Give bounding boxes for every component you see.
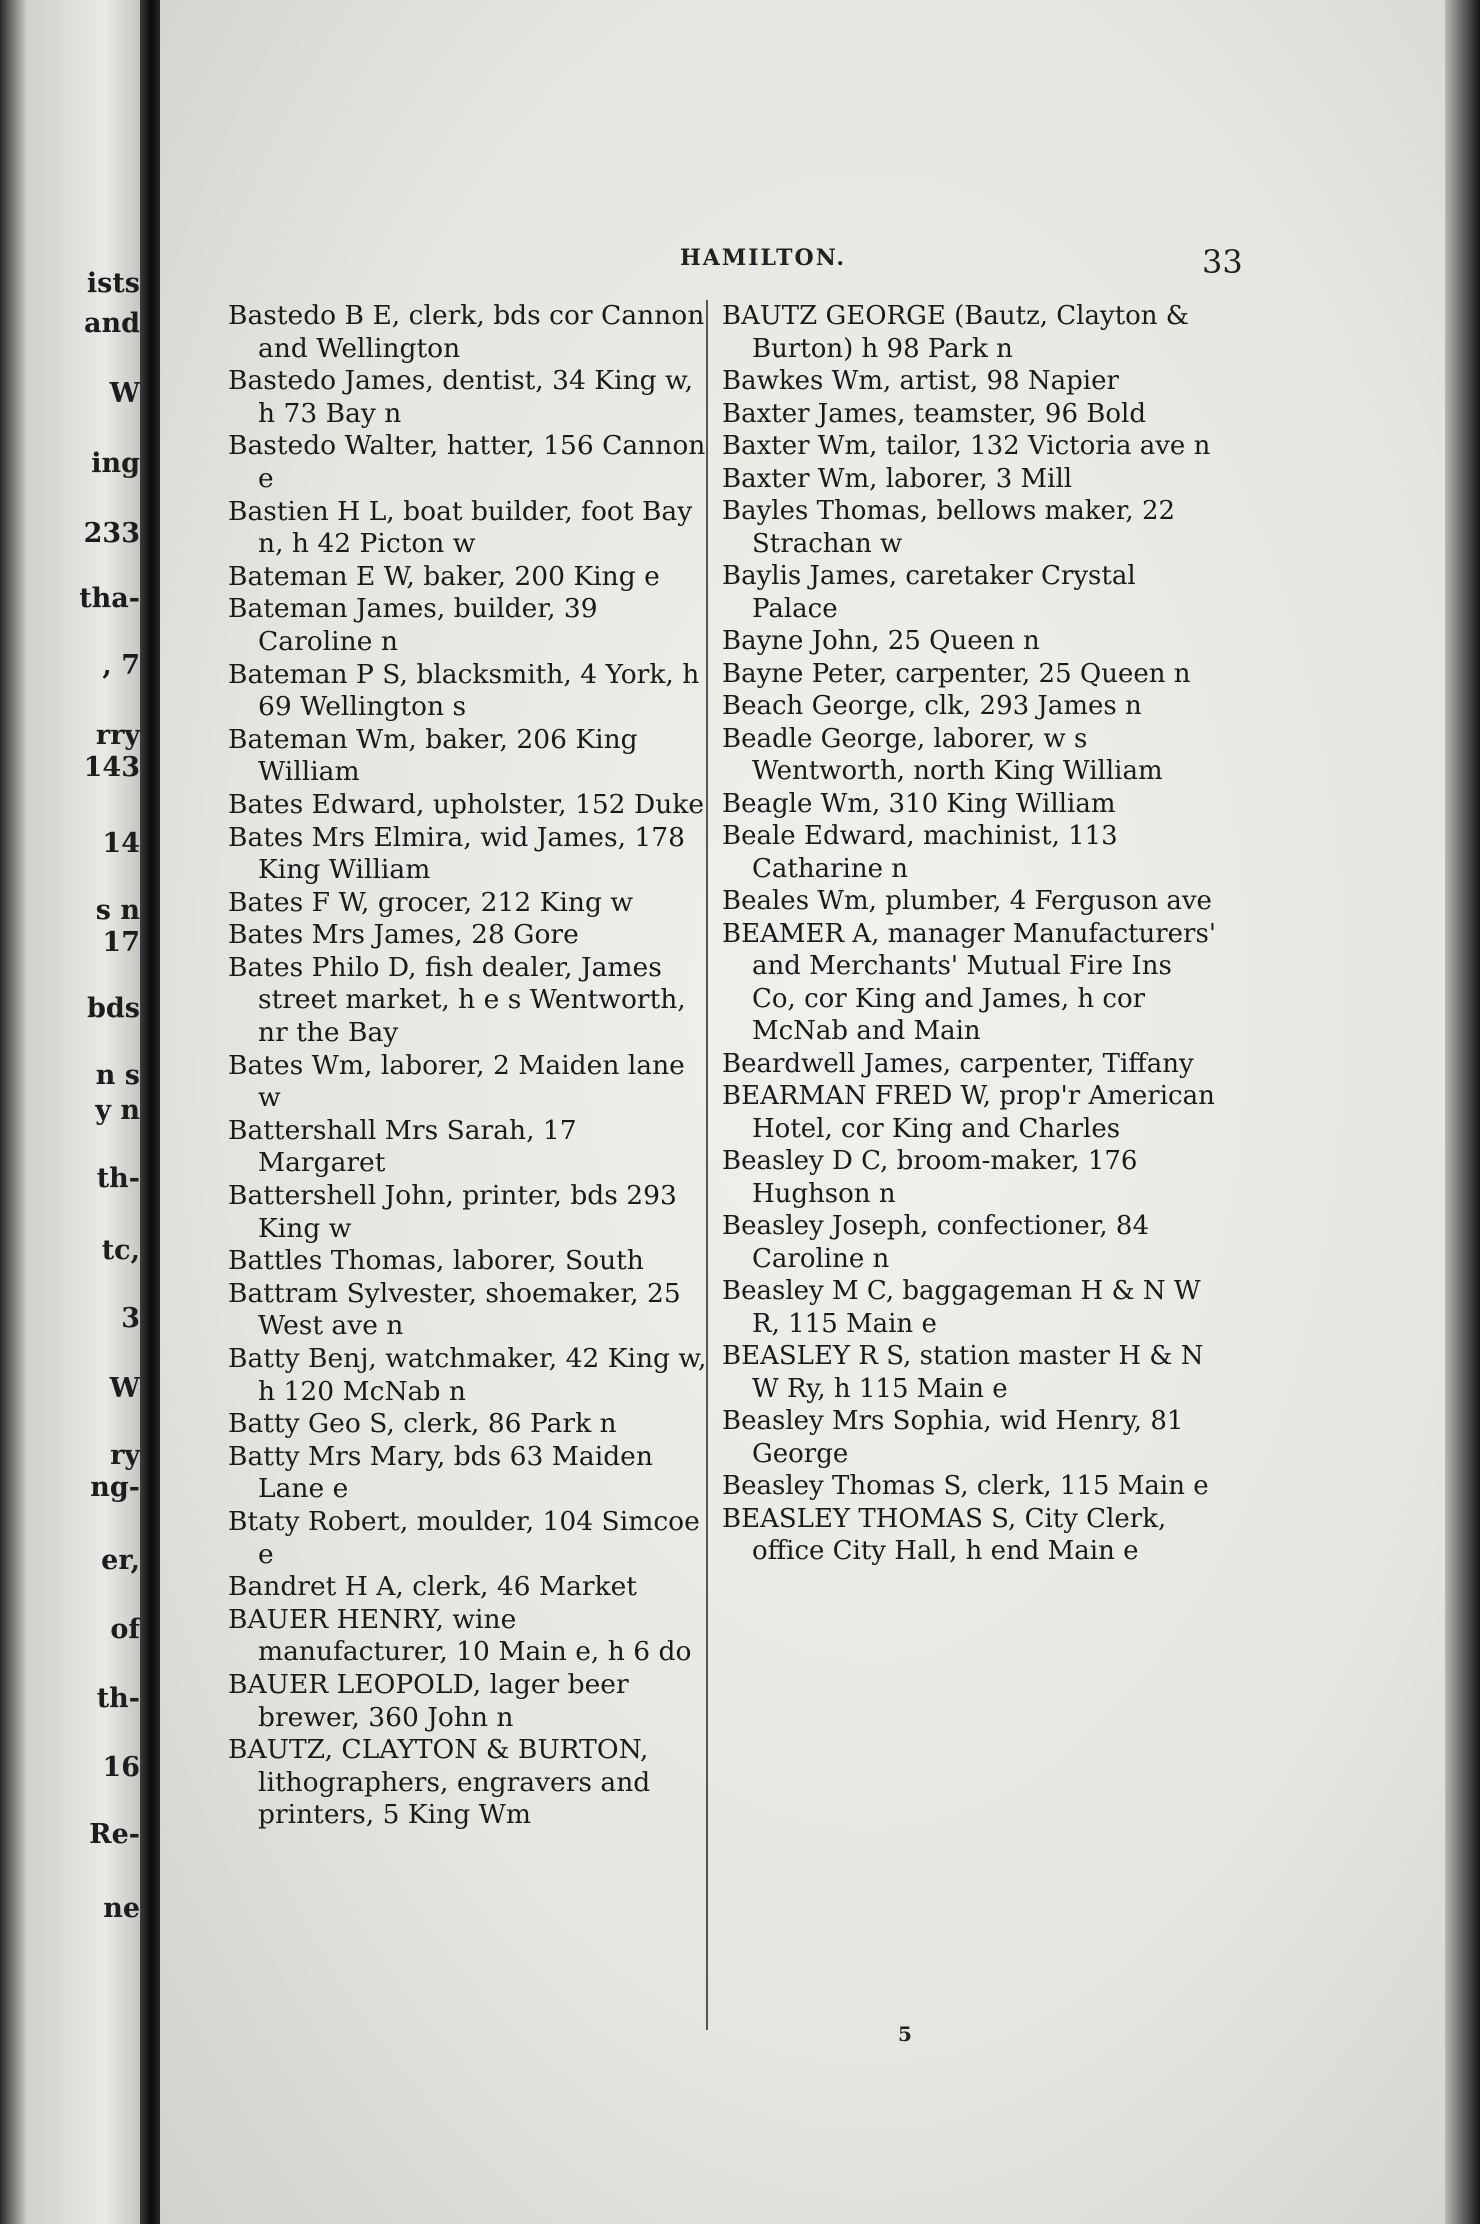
directory-entry: Btaty Robert, moulder, 104 Simcoe e bbox=[228, 1505, 700, 1570]
directory-entry: Bates Philo D, fish dealer, James street market, h e s Wentworth, nr the Bay bbox=[228, 951, 686, 1049]
facing-page-fragment: n s bbox=[95, 1060, 140, 1091]
directory-entry: Baxter Wm, laborer, 3 Mill bbox=[722, 463, 1073, 494]
directory-entry: Bayne John, 25 Queen n bbox=[722, 626, 1040, 656]
directory-entry: BEASLEY R S, station master H & N W Ry, h 115 Main e bbox=[722, 1341, 1204, 1404]
directory-entry: Bastien H L, boat builder, foot Bay n, h 42 Picton w bbox=[228, 495, 693, 560]
directory-entry: Bates F W, grocer, 212 King w bbox=[228, 886, 634, 918]
directory-entry: Baxter James, teamster, 96 Bold bbox=[722, 398, 1146, 429]
directory-entry: Bayne Peter, carpenter, 25 Queen n bbox=[722, 658, 1191, 689]
directory-entry: BAUTZ GEORGE (Bautz, Clayton & Burton) h 98 Park n bbox=[722, 301, 1189, 364]
directory-entry: Bayles Thomas, bellows maker, 22 Strachan w bbox=[722, 496, 1176, 559]
facing-page-fragment: ne bbox=[103, 1893, 140, 1924]
facing-page-fragment: y n bbox=[95, 1095, 140, 1126]
directory-entry: BEAMER A, manager Manufacturers' and Merchants' Mutual Fire Ins Co, cor King and James, h cor McNab and Main bbox=[722, 918, 1216, 1046]
page-number: 33 bbox=[1202, 243, 1243, 281]
facing-page-fragment: W bbox=[109, 1373, 140, 1404]
facing-page-fragment: 233 bbox=[83, 518, 140, 549]
directory-entry: BAUTZ, CLAYTON & BURTON, lithographers, engravers and printers, 5 King Wm bbox=[228, 1734, 651, 1831]
facing-page-fragment: Re- bbox=[89, 1819, 140, 1850]
directory-entry: Baxter Wm, tailor, 132 Victoria ave n bbox=[722, 431, 1211, 461]
facing-page-fragment: er, bbox=[101, 1545, 140, 1576]
directory-entry: BAUER HENRY, wine manufacturer, 10 Main e, h 6 do bbox=[228, 1603, 692, 1668]
directory-entry: Bates Edward, upholster, 152 Duke bbox=[228, 788, 705, 820]
directory-entry: Bates Wm, laborer, 2 Maiden lane w bbox=[228, 1049, 685, 1114]
facing-page-fragment: rry bbox=[95, 720, 140, 751]
directory-entry: Bastedo B E, clerk, bds cor Cannon and Wellington bbox=[228, 300, 705, 364]
column-divider bbox=[706, 300, 708, 2030]
directory-entry: BEASLEY THOMAS S, City Clerk, office City Hall, h end Main e bbox=[722, 1503, 1167, 1566]
signature-mark: 5 bbox=[898, 2022, 912, 2046]
facing-page-fragment: , 7 bbox=[102, 650, 140, 681]
directory-entry: Battershall Mrs Sarah, 17 Margaret bbox=[228, 1114, 577, 1179]
directory-entry: Bates Mrs Elmira, wid James, 178 King William bbox=[228, 821, 685, 886]
directory-entry: Beadle George, laborer, w s Wentworth, north King William bbox=[722, 723, 1163, 786]
directory-entry: Bateman E W, baker, 200 King e bbox=[228, 560, 660, 592]
directory-entry: Batty Benj, watchmaker, 42 King w, h 120 McNab n bbox=[228, 1343, 707, 1407]
directory-entry: Battles Thomas, laborer, South bbox=[228, 1245, 644, 1277]
facing-page-fragment: s n bbox=[95, 895, 140, 926]
directory-entry: Bandret H A, clerk, 46 Market bbox=[228, 1571, 637, 1603]
directory-entry: Battershell John, printer, bds 293 King w bbox=[228, 1180, 677, 1244]
left-column bbox=[228, 300, 708, 1832]
directory-entry: Bawkes Wm, artist, 98 Napier bbox=[722, 366, 1119, 396]
facing-page-fragment: ing bbox=[91, 448, 140, 479]
directory-entry: Beardwell James, carpenter, Tiffany bbox=[722, 1048, 1194, 1079]
facing-page-fragment: W bbox=[109, 378, 140, 409]
directory-entry: Bateman Wm, baker, 206 King William bbox=[228, 723, 638, 788]
facing-page-fragment: of bbox=[110, 1614, 140, 1645]
directory-entry: Bates Mrs James, 28 Gore bbox=[228, 919, 579, 951]
directory-entry: Beasley D C, broom-maker, 176 Hughson n bbox=[722, 1146, 1138, 1209]
facing-page-fragment: ists bbox=[86, 268, 140, 299]
facing-page-fragment: 3 bbox=[121, 1303, 140, 1334]
facing-page-fragment: ry bbox=[110, 1440, 140, 1471]
directory-entry: Bastedo James, dentist, 34 King w, h 73 Bay n bbox=[228, 365, 693, 429]
directory-entry: Beasley Joseph, confectioner, 84 Caroline n bbox=[722, 1211, 1149, 1274]
facing-page-fragment: and bbox=[83, 308, 140, 339]
directory-entry: Baylis James, caretaker Crystal Palace bbox=[722, 561, 1136, 624]
directory-entry: BEARMAN FRED W, prop'r American Hotel, cor King and Charles bbox=[722, 1081, 1215, 1144]
directory-entry: Beach George, clk, 293 James n bbox=[722, 691, 1142, 721]
right-column bbox=[722, 300, 1222, 1568]
facing-page-edge bbox=[0, 0, 150, 2224]
facing-page-fragment: tc, bbox=[101, 1235, 140, 1266]
facing-page-fragment: 17 bbox=[102, 927, 140, 958]
directory-entry: Bastedo Walter, hatter, 156 Cannon e bbox=[228, 430, 706, 494]
directory-entry: Batty Geo S, clerk, 86 Park n bbox=[228, 1408, 617, 1440]
running-header: HAMILTON. bbox=[680, 245, 847, 271]
directory-entry: Batty Mrs Mary, bds 63 Maiden Lane e bbox=[228, 1440, 653, 1505]
book-gutter bbox=[140, 0, 162, 2224]
page-edge-shadow bbox=[1445, 0, 1480, 2224]
facing-page-fragment: ng- bbox=[90, 1472, 140, 1503]
facing-page-fragment: tha- bbox=[79, 583, 140, 614]
directory-entry: Beales Wm, plumber, 4 Ferguson ave bbox=[722, 886, 1212, 916]
facing-page-fragment: 143 bbox=[83, 752, 140, 783]
facing-page-fragment: bds bbox=[87, 993, 140, 1024]
directory-entry: Beale Edward, machinist, 113 Catharine n bbox=[722, 821, 1118, 884]
directory-entry: Bateman James, builder, 39 Caroline n bbox=[228, 593, 598, 657]
directory-entry: Beasley Mrs Sophia, wid Henry, 81 George bbox=[722, 1406, 1184, 1469]
facing-page-fragment: th- bbox=[96, 1683, 140, 1714]
facing-page-fragment: th- bbox=[96, 1163, 140, 1194]
directory-entry: Bateman P S, blacksmith, 4 York, h 69 Wellington s bbox=[228, 658, 700, 723]
directory-entry: BAUER LEOPOLD, lager beer brewer, 360 John n bbox=[228, 1668, 629, 1733]
directory-entry: Beasley M C, baggageman H & N W R, 115 Main e bbox=[722, 1276, 1201, 1339]
directory-entry: Beagle Wm, 310 King William bbox=[722, 788, 1116, 819]
directory-entry: Beasley Thomas S, clerk, 115 Main e bbox=[722, 1471, 1209, 1501]
directory-entry: Battram Sylvester, shoemaker, 25 West ave n bbox=[228, 1277, 681, 1342]
facing-page-fragment: 16 bbox=[102, 1752, 140, 1783]
facing-page-fragment: 14 bbox=[102, 828, 140, 859]
